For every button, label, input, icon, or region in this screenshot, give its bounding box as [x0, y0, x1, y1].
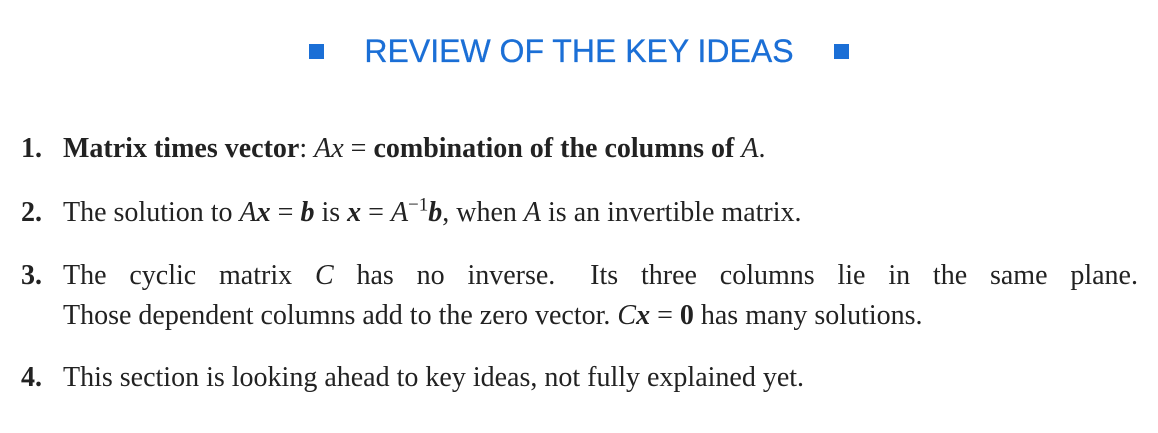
word: cyclic	[129, 260, 197, 291]
word: the	[932, 260, 968, 291]
item-text: , when	[442, 197, 517, 228]
list-item-1	[21, 129, 765, 169]
math-vector: b	[428, 197, 443, 228]
math-variable: A	[239, 197, 257, 228]
equals-sign: =	[657, 300, 673, 331]
item-text: has many solutions.	[700, 300, 923, 331]
item-number: 2.	[21, 197, 42, 228]
equals-sign: =	[277, 197, 294, 228]
section-heading	[0, 28, 1158, 74]
blue-square-icon	[834, 44, 849, 59]
word: The	[63, 260, 107, 291]
word: inverse.	[467, 260, 556, 291]
word: no	[416, 260, 445, 291]
equals-sign: =	[368, 197, 384, 228]
equals-sign: =	[350, 133, 367, 164]
word: in	[888, 260, 911, 291]
zero-vector: 0	[679, 300, 694, 331]
period: .	[758, 133, 766, 164]
item-number: 3.	[21, 260, 42, 291]
exponent: −1	[408, 194, 429, 216]
list-item-4	[21, 358, 804, 398]
word: Its	[590, 260, 619, 291]
item-line	[21, 296, 1138, 336]
item-label: Matrix times vector	[63, 133, 300, 164]
list-item-3	[21, 256, 1138, 336]
math-expression: Ax	[314, 133, 344, 164]
word: three	[640, 260, 697, 291]
heading-title: REVIEW OF THE KEY IDEAS	[364, 32, 794, 69]
item-text: combination of the columns of	[373, 133, 735, 164]
word: plane.	[1070, 260, 1138, 291]
blue-square-icon	[309, 44, 324, 59]
item-text: This section is looking ahead to key ideas, not fully explained yet.	[63, 362, 805, 393]
item-text: is	[321, 197, 341, 228]
math-variable: A	[390, 197, 409, 228]
math-vector: x	[347, 197, 362, 228]
list-item-2	[21, 193, 802, 233]
math-variable: A	[741, 133, 759, 164]
item-text: is an invertible matrix.	[548, 197, 802, 228]
item-line	[21, 256, 1138, 296]
word: same	[989, 260, 1048, 291]
math-variable: A	[523, 197, 542, 228]
colon: :	[299, 133, 308, 164]
item-number: 1.	[21, 133, 42, 164]
math-variable: C	[617, 300, 637, 331]
item-number: 4.	[21, 362, 42, 393]
word: matrix	[219, 260, 293, 291]
math-vector: x	[636, 300, 651, 331]
word: has	[356, 260, 394, 291]
word: columns	[719, 260, 815, 291]
item-text: Those dependent columns add to the zero vector.	[63, 300, 611, 331]
math-vector: x	[256, 197, 271, 228]
math-variable: C	[314, 260, 334, 291]
math-vector: b	[300, 197, 315, 228]
word: lie	[837, 260, 866, 291]
item-text: The solution to	[63, 197, 233, 228]
